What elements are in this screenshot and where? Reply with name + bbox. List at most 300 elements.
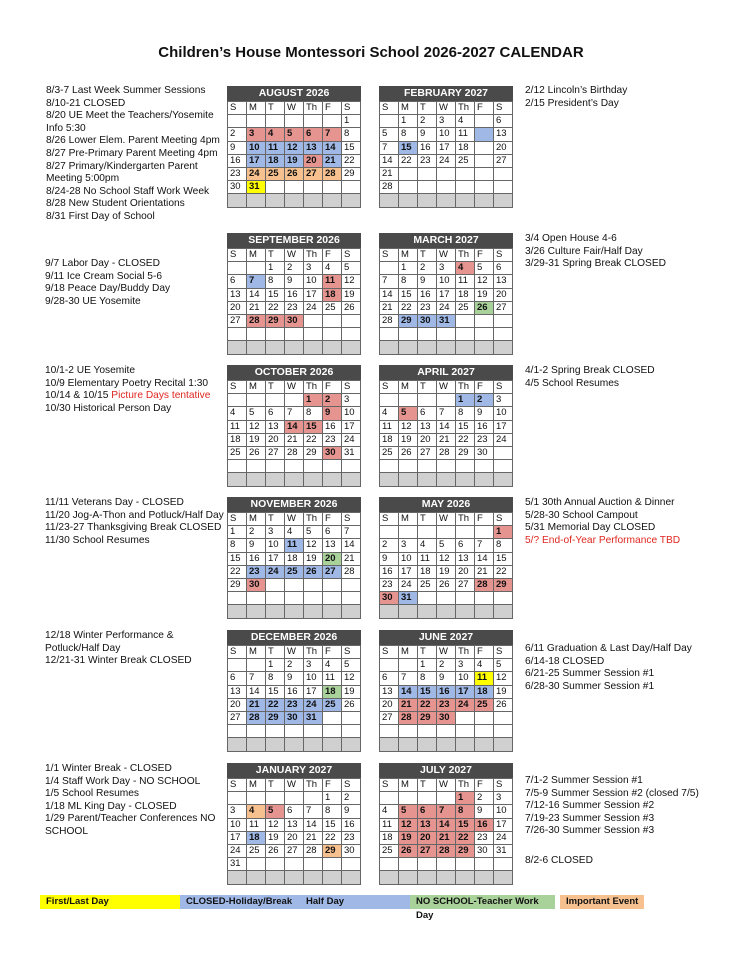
day-cell: 25 <box>323 698 342 711</box>
day-cell: 9 <box>247 539 266 552</box>
dow-cell: Th <box>304 381 323 394</box>
note-line: 8/28 New Student Orientations <box>46 198 185 210</box>
day-cell <box>342 578 361 591</box>
month-june <box>379 630 513 752</box>
day-cell: 26 <box>399 844 418 857</box>
day-cell: 18 <box>456 288 475 301</box>
day-cell: 11 <box>456 275 475 288</box>
day-cell <box>323 314 342 327</box>
day-cell: 20 <box>228 698 247 711</box>
day-cell <box>437 460 456 473</box>
day-cell: 13 <box>380 685 399 698</box>
day-cell: 25 <box>456 301 475 314</box>
day-cell: 4 <box>475 659 494 672</box>
day-cell: 3 <box>304 659 323 672</box>
note-line: 9/7 Labor Day - CLOSED <box>45 258 160 269</box>
day-cell: 1 <box>266 262 285 275</box>
day-cell <box>304 858 323 871</box>
dow-cell: S <box>494 249 513 262</box>
day-cell: 19 <box>266 831 285 844</box>
day-cell: 8 <box>399 128 418 141</box>
day-cell: 26 <box>342 698 361 711</box>
dow-cell: M <box>247 513 266 526</box>
filler-cell <box>437 738 456 751</box>
dow-cell: T <box>266 102 285 115</box>
day-cell: 10 <box>437 275 456 288</box>
filler-cell <box>380 871 399 884</box>
dow-cell: Th <box>456 102 475 115</box>
notes-jan <box>45 763 220 839</box>
day-cell: 30 <box>323 446 342 459</box>
day-cell: 20 <box>266 433 285 446</box>
day-cell: 4 <box>380 805 399 818</box>
dow-cell: W <box>437 249 456 262</box>
day-cell: 18 <box>475 685 494 698</box>
filler-cell <box>399 341 418 354</box>
day-cell: 11 <box>380 818 399 831</box>
filler-cell <box>342 341 361 354</box>
note-line: 8/10-21 CLOSED <box>46 97 126 109</box>
day-cell: 5 <box>266 805 285 818</box>
day-cell: 24 <box>494 831 513 844</box>
day-cell: 9 <box>475 407 494 420</box>
day-cell: 27 <box>266 446 285 459</box>
dow-cell: T <box>266 513 285 526</box>
day-cell <box>228 115 247 128</box>
day-cell: 29 <box>304 446 323 459</box>
month-header: FEBRUARY 2027 <box>379 86 513 101</box>
dow-cell: M <box>399 102 418 115</box>
note-line: 11/23-27 Thanksgiving Break CLOSED <box>45 522 222 534</box>
day-cell: 13 <box>456 552 475 565</box>
filler-cell <box>228 473 247 486</box>
day-cell: 26 <box>437 578 456 591</box>
month-february <box>379 86 513 208</box>
day-cell: 3 <box>399 539 418 552</box>
day-cell: 5 <box>494 659 513 672</box>
dow-cell: S <box>228 513 247 526</box>
day-cell <box>342 328 361 341</box>
day-cell: 3 <box>266 526 285 539</box>
day-cell <box>304 328 323 341</box>
day-cell: 14 <box>380 288 399 301</box>
filler-cell <box>342 194 361 207</box>
day-cell: 3 <box>228 805 247 818</box>
filler-cell <box>323 738 342 751</box>
day-cell: 2 <box>418 262 437 275</box>
day-cell: 24 <box>437 301 456 314</box>
day-cell: 6 <box>285 805 304 818</box>
filler-cell <box>494 738 513 751</box>
day-cell: 19 <box>285 154 304 167</box>
day-cell: 22 <box>399 154 418 167</box>
month-may <box>379 497 513 619</box>
day-cell: 7 <box>437 805 456 818</box>
dow-cell: F <box>475 249 494 262</box>
day-cell: 22 <box>456 831 475 844</box>
day-cell: 3 <box>494 394 513 407</box>
day-cell: 23 <box>342 831 361 844</box>
day-cell: 16 <box>228 154 247 167</box>
day-cell: 17 <box>228 831 247 844</box>
day-cell: 24 <box>304 301 323 314</box>
filler-cell <box>266 738 285 751</box>
day-cell: 13 <box>494 128 513 141</box>
month-header: AUGUST 2026 <box>227 86 361 101</box>
note-line: 1/29 Parent/Teacher Conferences NO SCHOOL <box>45 813 216 837</box>
day-cell: 11 <box>456 128 475 141</box>
day-cell: 5 <box>399 407 418 420</box>
day-cell: 5 <box>437 539 456 552</box>
dow-cell: S <box>494 646 513 659</box>
note-line: 2/15 President’s Day <box>525 97 619 109</box>
note-line: 9/11 Ice Cream Social 5-6 <box>45 270 163 282</box>
filler-cell <box>456 473 475 486</box>
month-header: JULY 2027 <box>379 763 513 778</box>
notes-jun <box>525 643 725 693</box>
day-cell: 31 <box>304 711 323 724</box>
day-cell: 1 <box>228 526 247 539</box>
note-line: 8/24-28 No School Staff Work Week <box>46 185 210 197</box>
dow-cell: F <box>323 646 342 659</box>
day-cell <box>304 181 323 194</box>
day-cell: 26 <box>247 446 266 459</box>
day-cell: 21 <box>247 301 266 314</box>
day-cell: 11 <box>247 818 266 831</box>
day-cell: 5 <box>399 805 418 818</box>
day-cell: 28 <box>285 446 304 459</box>
dow-cell: T <box>266 381 285 394</box>
day-cell: 1 <box>342 115 361 128</box>
day-cell <box>475 858 494 871</box>
day-cell: 1 <box>418 659 437 672</box>
day-cell <box>228 460 247 473</box>
dow-cell: Th <box>304 646 323 659</box>
filler-cell <box>266 194 285 207</box>
day-cell: 31 <box>399 592 418 605</box>
day-cell: 11 <box>266 141 285 154</box>
note-line: 6/21-25 Summer Session #1 <box>525 668 655 680</box>
day-cell: 30 <box>475 844 494 857</box>
day-cell: 16 <box>380 565 399 578</box>
legend-item: Half Day <box>300 895 410 909</box>
day-cell: 15 <box>418 685 437 698</box>
day-cell: 21 <box>380 301 399 314</box>
day-cell <box>323 711 342 724</box>
day-cell: 5 <box>247 407 266 420</box>
note-line: 5/? End-of-Year Performance TBD <box>525 534 681 546</box>
note-line: 5/31 Memorial Day CLOSED <box>525 522 656 534</box>
day-cell: 3 <box>342 394 361 407</box>
day-cell <box>494 858 513 871</box>
day-cell: 17 <box>342 420 361 433</box>
day-cell: 15 <box>266 288 285 301</box>
filler-cell <box>228 871 247 884</box>
day-cell: 8 <box>456 805 475 818</box>
dow-cell: F <box>323 779 342 792</box>
filler-cell <box>399 871 418 884</box>
dow-cell: M <box>247 381 266 394</box>
day-cell <box>380 792 399 805</box>
filler-cell <box>418 341 437 354</box>
day-cell <box>494 181 513 194</box>
day-cell <box>266 115 285 128</box>
dow-cell: M <box>399 779 418 792</box>
day-cell: 5 <box>475 262 494 275</box>
note-line: 10/9 Elementary Poetry Recital 1:30 <box>45 377 209 389</box>
dow-cell: S <box>342 102 361 115</box>
day-cell: 4 <box>285 526 304 539</box>
day-cell: 13 <box>266 420 285 433</box>
day-cell: 13 <box>228 288 247 301</box>
day-cell: 23 <box>437 698 456 711</box>
dow-cell: S <box>342 646 361 659</box>
filler-cell <box>228 605 247 618</box>
day-cell <box>437 858 456 871</box>
day-cell: 7 <box>342 526 361 539</box>
day-cell: 25 <box>380 844 399 857</box>
day-cell: 4 <box>323 262 342 275</box>
month-august <box>227 86 361 208</box>
day-cell <box>456 460 475 473</box>
dow-cell: S <box>342 513 361 526</box>
day-cell: 6 <box>228 672 247 685</box>
day-cell: 26 <box>494 698 513 711</box>
filler-cell <box>380 605 399 618</box>
day-cell <box>266 858 285 871</box>
note-line: 1/18 ML King Day - CLOSED <box>45 800 177 812</box>
note-line: 12/18 Winter Performance & Potluck/Half Day <box>45 630 174 654</box>
dow-cell: S <box>380 779 399 792</box>
day-cell <box>285 792 304 805</box>
dow-cell: W <box>437 381 456 394</box>
day-cell <box>285 858 304 871</box>
note-line: 7/12-16 Summer Session #2 <box>525 800 655 812</box>
day-cell <box>228 792 247 805</box>
day-cell: 3 <box>437 115 456 128</box>
note-line: 8/26 Lower Elem. Parent Meeting 4pm <box>46 135 220 147</box>
notes-apr <box>525 365 725 390</box>
day-cell: 19 <box>399 831 418 844</box>
month-october <box>227 365 361 487</box>
day-cell: 18 <box>323 288 342 301</box>
day-cell <box>456 167 475 180</box>
filler-cell <box>418 605 437 618</box>
filler-cell <box>342 871 361 884</box>
day-cell <box>266 328 285 341</box>
day-cell <box>418 394 437 407</box>
dow-cell: W <box>285 102 304 115</box>
day-cell: 23 <box>380 578 399 591</box>
day-cell: 19 <box>475 288 494 301</box>
day-cell <box>475 725 494 738</box>
note-line: 12/21-31 Winter Break CLOSED <box>45 655 192 667</box>
day-cell <box>418 792 437 805</box>
day-cell: 21 <box>323 154 342 167</box>
day-cell: 27 <box>456 578 475 591</box>
day-cell <box>285 115 304 128</box>
note-line: 10/1-2 UE Yosemite <box>45 365 136 376</box>
day-cell <box>342 711 361 724</box>
day-cell: 21 <box>437 831 456 844</box>
day-cell <box>342 858 361 871</box>
day-cell: 23 <box>285 698 304 711</box>
day-cell <box>399 858 418 871</box>
dow-cell: T <box>418 102 437 115</box>
dow-cell: S <box>380 249 399 262</box>
day-cell: 28 <box>380 181 399 194</box>
month-header: MAY 2026 <box>379 497 513 512</box>
day-cell <box>456 526 475 539</box>
day-cell <box>494 314 513 327</box>
day-cell <box>342 181 361 194</box>
month-january <box>227 763 361 885</box>
day-cell: 28 <box>399 711 418 724</box>
day-cell: 15 <box>228 552 247 565</box>
day-cell: 30 <box>247 578 266 591</box>
day-cell: 24 <box>228 844 247 857</box>
day-cell: 12 <box>266 818 285 831</box>
day-cell: 4 <box>418 539 437 552</box>
day-cell: 6 <box>304 128 323 141</box>
day-cell: 9 <box>323 407 342 420</box>
day-cell <box>475 711 494 724</box>
day-cell: 24 <box>266 565 285 578</box>
day-cell: 26 <box>475 301 494 314</box>
dow-cell: W <box>285 779 304 792</box>
month-header: JANUARY 2027 <box>227 763 361 778</box>
day-cell: 4 <box>323 659 342 672</box>
day-cell: 1 <box>304 394 323 407</box>
day-cell: 12 <box>342 275 361 288</box>
day-cell: 22 <box>342 154 361 167</box>
dow-cell: W <box>285 381 304 394</box>
day-cell: 1 <box>456 394 475 407</box>
day-cell <box>475 154 494 167</box>
month-header: MARCH 2027 <box>379 233 513 248</box>
filler-cell <box>475 738 494 751</box>
filler-cell <box>247 473 266 486</box>
day-cell <box>475 592 494 605</box>
day-cell <box>437 167 456 180</box>
day-cell: 5 <box>304 526 323 539</box>
filler-cell <box>342 473 361 486</box>
day-cell <box>285 578 304 591</box>
filler-cell <box>437 341 456 354</box>
day-cell: 8 <box>323 805 342 818</box>
day-cell: 23 <box>418 154 437 167</box>
day-cell <box>456 858 475 871</box>
day-cell: 12 <box>399 818 418 831</box>
day-cell <box>342 592 361 605</box>
day-cell: 13 <box>418 420 437 433</box>
day-cell: 30 <box>285 711 304 724</box>
day-cell: 10 <box>266 539 285 552</box>
day-cell: 7 <box>323 128 342 141</box>
filler-cell <box>266 341 285 354</box>
day-cell <box>323 858 342 871</box>
day-cell: 16 <box>285 288 304 301</box>
dow-cell: M <box>247 102 266 115</box>
day-cell <box>437 725 456 738</box>
note-line: 1/5 School Resumes <box>45 788 140 800</box>
day-cell: 30 <box>437 711 456 724</box>
dow-cell: M <box>247 249 266 262</box>
day-cell: 3 <box>437 262 456 275</box>
day-cell <box>323 328 342 341</box>
day-cell: 1 <box>266 659 285 672</box>
day-cell: 18 <box>418 565 437 578</box>
day-cell <box>437 526 456 539</box>
day-cell <box>304 115 323 128</box>
day-cell: 14 <box>247 288 266 301</box>
day-cell: 2 <box>285 659 304 672</box>
filler-cell <box>304 194 323 207</box>
day-cell: 28 <box>342 565 361 578</box>
day-cell: 4 <box>380 407 399 420</box>
dow-cell: Th <box>304 779 323 792</box>
day-cell: 25 <box>418 578 437 591</box>
day-cell: 20 <box>418 433 437 446</box>
day-cell <box>399 394 418 407</box>
day-cell: 13 <box>285 818 304 831</box>
day-cell <box>342 460 361 473</box>
day-cell: 23 <box>475 433 494 446</box>
day-cell: 10 <box>228 818 247 831</box>
day-cell: 31 <box>437 314 456 327</box>
day-cell: 23 <box>475 831 494 844</box>
day-cell: 22 <box>266 301 285 314</box>
day-cell: 31 <box>228 858 247 871</box>
day-cell: 9 <box>228 141 247 154</box>
day-cell <box>399 460 418 473</box>
dow-cell: W <box>285 646 304 659</box>
day-cell: 11 <box>380 420 399 433</box>
day-cell <box>418 526 437 539</box>
day-cell: 24 <box>399 578 418 591</box>
filler-cell <box>266 605 285 618</box>
filler-cell <box>437 194 456 207</box>
day-cell: 3 <box>247 128 266 141</box>
filler-cell <box>418 473 437 486</box>
filler-cell <box>418 738 437 751</box>
day-cell: 22 <box>323 831 342 844</box>
day-cell: 10 <box>494 805 513 818</box>
day-cell: 29 <box>494 578 513 591</box>
dow-cell: F <box>475 513 494 526</box>
day-cell: 16 <box>285 685 304 698</box>
day-cell: 24 <box>342 433 361 446</box>
day-cell: 22 <box>266 698 285 711</box>
day-cell: 23 <box>285 301 304 314</box>
day-cell <box>475 167 494 180</box>
day-cell: 14 <box>399 685 418 698</box>
day-cell: 29 <box>418 711 437 724</box>
day-cell: 20 <box>285 831 304 844</box>
filler-cell <box>437 605 456 618</box>
day-cell: 25 <box>228 446 247 459</box>
day-cell: 16 <box>437 685 456 698</box>
day-cell: 16 <box>418 141 437 154</box>
day-cell: 6 <box>323 526 342 539</box>
day-cell <box>285 725 304 738</box>
note-line: 5/28-30 School Campout <box>525 509 638 521</box>
day-cell <box>494 446 513 459</box>
day-cell: 4 <box>456 115 475 128</box>
day-cell <box>437 394 456 407</box>
day-cell: 17 <box>399 565 418 578</box>
day-cell: 15 <box>399 288 418 301</box>
